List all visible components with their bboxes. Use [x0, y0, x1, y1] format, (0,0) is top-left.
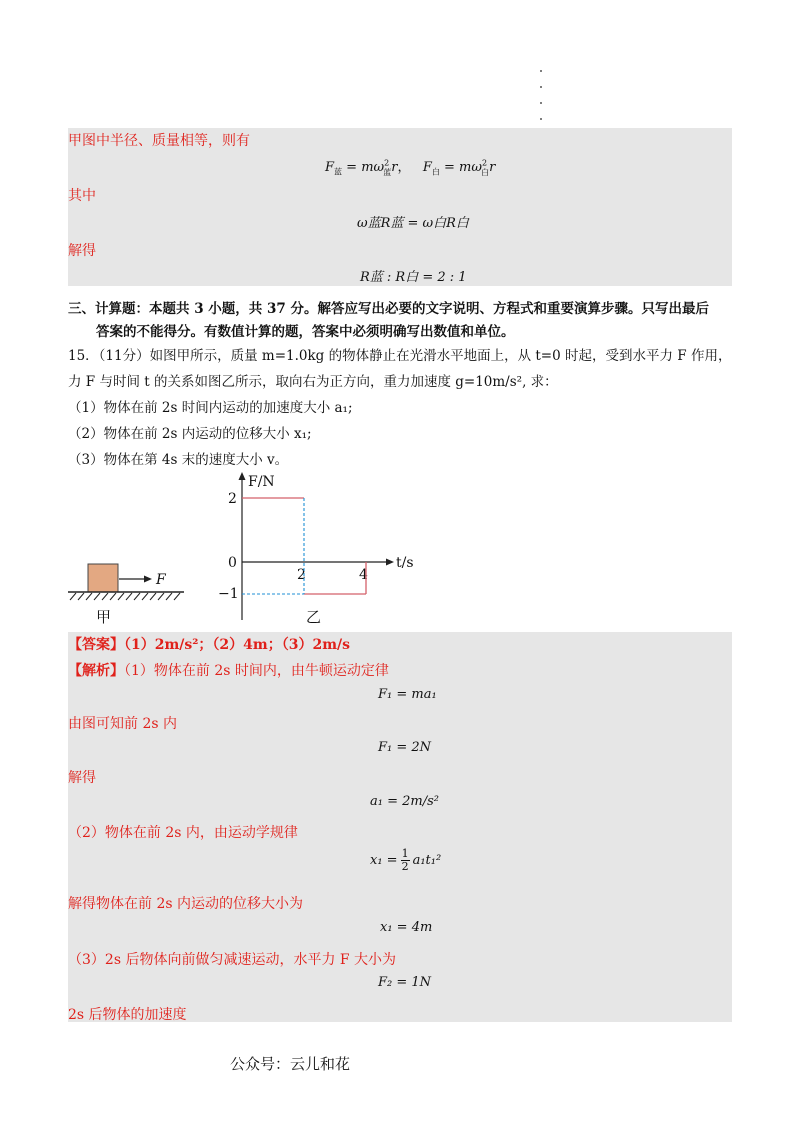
figure-caption-jia: 甲 — [96, 608, 112, 626]
figure-jia — [66, 560, 190, 630]
answer-line — [68, 634, 350, 654]
analysis-line — [68, 660, 389, 680]
x-axis-arrow — [386, 559, 394, 566]
decorative-dots — [536, 70, 546, 134]
analysis-label: 【解析】 — [68, 663, 124, 679]
analysis-line: 解得 — [68, 770, 96, 786]
equation: a₁ = 2m/s² — [370, 794, 439, 809]
y-axis-arrow — [239, 472, 246, 480]
solution-line: 其中 — [68, 188, 96, 204]
section-heading: 三、计算题：本题共 3 小题，共 37 分。解答应写出必要的文字说明、方程式和重要演算步骤。只写出最后 — [68, 301, 709, 317]
force-arrow-head — [144, 576, 152, 583]
y-tick-label: −1 — [218, 586, 239, 602]
equation: F₁ = 2N — [378, 740, 432, 755]
block — [88, 564, 118, 592]
y-axis-label: F/N — [248, 474, 275, 490]
answer-label: 【答案】 — [68, 637, 124, 653]
analysis-line: （2）物体在前 2s 内，由运动学规律 — [68, 825, 298, 841]
footer-text: 公众号：云儿和花 — [230, 1055, 351, 1073]
analysis-line: 解得物体在前 2s 内运动的位移大小为 — [68, 896, 303, 912]
ground-hatch — [70, 593, 180, 600]
figure-caption-yi: 乙 — [306, 608, 322, 626]
question-text: 力 F 与时间 t 的关系如图乙所示，取向右为正方向，重力加速度 g=10m/s², 求： — [68, 374, 558, 390]
answer-text: （1）2m/s²；（2）4m；（3）2m/s — [124, 637, 351, 653]
equation-centripetal: $F_蓝 = m\omega^2_蓝r$， $F_白 = m\omega^2_白r$ — [325, 158, 496, 177]
equation-omega: ω蓝R蓝 = ω白R白 — [357, 216, 469, 231]
equation: F₂ = 1N — [378, 975, 432, 990]
force-label: F — [156, 572, 166, 588]
question-text: 15．（11分）如图甲所示，质量 m=1.0kg 的物体静止在光滑水平地面上，从 t=0 时起，受到水平力 F 作用， — [68, 348, 732, 364]
y-tick-label: 0 — [228, 555, 237, 571]
sub-question-1: （1）物体在前 2s 时间内运动的加速度大小 a₁; — [68, 400, 353, 416]
ft-graph — [210, 470, 430, 630]
solution-block-1 — [68, 128, 732, 286]
equation: F₁ = ma₁ — [378, 687, 437, 702]
x-axis-label: t/s — [396, 555, 414, 571]
sub-question-3: （3）物体在第 4s 末的速度大小 v。 — [68, 452, 289, 468]
x-tick-label: 2 — [297, 567, 306, 583]
solution-line: 甲图中半径、质量相等，则有 — [68, 133, 250, 149]
ft-marks — [242, 498, 366, 594]
equation-ratio: R蓝 : R白 = 2 : 1 — [360, 270, 467, 285]
analysis-line: 由图可知前 2s 内 — [68, 716, 177, 732]
analysis-line: 2s 后物体的加速度 — [68, 1007, 187, 1023]
sub-question-2: （2）物体在前 2s 内运动的位移大小 x₁; — [68, 426, 312, 442]
analysis-line: （3）2s 后物体向前做匀减速运动，水平力 F 大小为 — [68, 952, 397, 968]
equation-fraction: x₁ = 1 2 a₁t₁² — [370, 847, 442, 873]
y-tick-label: 2 — [228, 491, 237, 507]
section-heading-cont: 答案的不能得分。有数值计算的题，答案中必须明确写出数值和单位。 — [96, 324, 515, 340]
solution-line: 解得 — [68, 243, 96, 259]
x-tick-label: 4 — [359, 567, 368, 583]
analysis-text: （1）物体在前 2s 时间内，由牛顿运动定律 — [124, 663, 389, 679]
equation: x₁ = 4m — [380, 920, 433, 935]
